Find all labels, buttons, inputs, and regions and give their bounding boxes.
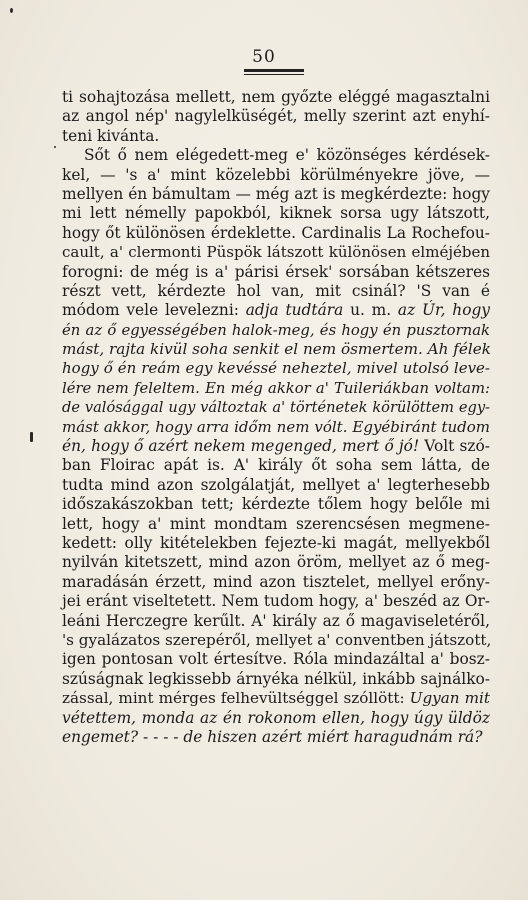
text-line xyxy=(62,224,490,243)
text-line xyxy=(62,340,490,359)
text-line xyxy=(62,127,490,146)
header-rule-thick xyxy=(244,69,304,72)
text-segment: 's gyalázatos szerepéről, mellyet a' conventben játszott, xyxy=(62,630,492,649)
text-segment: maradásán érzett, mind azon tisztelet, mellyel erőny- xyxy=(62,572,490,591)
text-segment: lett, hogy a' mint mondtam szerencsésen megmene- xyxy=(62,514,490,533)
text-segment: forogni: de még is a' párisi érsek' sorsában kétszeres xyxy=(62,262,490,281)
text-segment: hogy őt különösen érdeklette. Cardinalis La Rochefou- xyxy=(62,223,490,242)
italic-text-segment: adja tudtára xyxy=(245,301,344,320)
text-segment: Sőt ő nem elégedett-meg e' közönséges kérdések- xyxy=(84,146,490,165)
italic-text-segment: hogy ő én reám egy kevéssé neheztel, mivel utolsó leve- xyxy=(62,359,490,378)
text-segment: cault, a' clermonti Püspök látszott különösen elméjében xyxy=(62,243,490,262)
text-line xyxy=(62,185,490,204)
text-line xyxy=(62,321,490,340)
margin-ink-spot xyxy=(30,432,33,442)
text-segment: az angol nép' nagylelküségét, melly szerint azt enyhí- xyxy=(62,107,490,126)
text-line xyxy=(62,204,490,223)
italic-text-segment: én, hogy ő azért nekem megenged, mert ő jó! xyxy=(62,437,420,456)
italic-text-segment: Ugyan mit xyxy=(409,689,490,708)
text-segment: igen pontosan volt értesítve. Róla mindazáltal a' bosz- xyxy=(62,650,490,669)
italic-text-segment: de hiszen azért miért haragudnám rá? xyxy=(183,727,483,746)
text-segment: kedett: olly kitételekben fejezte-ki magát, mellyekből xyxy=(62,533,490,552)
text-line xyxy=(62,379,490,398)
text-segment: Volt szó- xyxy=(419,437,490,456)
italic-text-segment: lére nem feleltem. xyxy=(62,379,200,397)
text-line xyxy=(62,301,490,320)
italic-text-segment: mást, rajta kivül soha senkit el nem ösmertem. Ah félek xyxy=(62,340,491,359)
text-line xyxy=(62,553,490,572)
text-line xyxy=(62,263,490,282)
text-line xyxy=(62,534,490,553)
text-segment: kel, — 's a' mint közelebbi körülményekre jöve, — xyxy=(62,165,490,184)
italic-text-segment: mást akkor, hogy arra időm nem vólt. Egyébiránt tudom xyxy=(62,417,490,436)
text-line xyxy=(62,476,490,495)
text-line xyxy=(62,398,490,417)
text-line xyxy=(62,166,490,185)
italic-text-segment: az Úr, hogy xyxy=(397,301,491,320)
text-line xyxy=(62,592,490,611)
text-line xyxy=(62,418,490,437)
italic-text-segment: vétettem, monda az én rokonom ellen, hogy úgy üldöz xyxy=(62,708,490,727)
text-segment: mi lett némelly papokból, kiknek sorsa ugy látszott, xyxy=(62,204,490,223)
text-segment: ban Floirac apát is. A' király őt soha sem látta, de xyxy=(62,456,490,475)
page-number: 50 xyxy=(252,47,276,67)
text-line xyxy=(62,689,490,708)
text-line xyxy=(62,107,490,126)
text-segment: mellyen én bámultam — még azt is megkérdezte: hogy xyxy=(62,184,490,203)
text-line xyxy=(62,437,490,456)
italic-text-segment: engemet? xyxy=(62,727,139,746)
text-line xyxy=(62,359,490,378)
header-rule-thin xyxy=(244,74,304,75)
text-segment: u. m. xyxy=(343,301,398,320)
text-line xyxy=(62,728,490,747)
text-line xyxy=(62,515,490,534)
margin-ink-spot xyxy=(54,146,56,148)
text-line xyxy=(62,495,490,514)
text-line xyxy=(62,282,490,301)
text-line xyxy=(62,243,490,262)
text-line xyxy=(62,573,490,592)
text-segment: jei eránt viseltetett. Nem tudom hogy, a' beszéd az Or- xyxy=(62,592,490,611)
text-segment: zással, mint mérges felhevültséggel szóllött: xyxy=(62,689,410,708)
text-line xyxy=(62,650,490,669)
text-segment: időszakászokban tett; kérdezte tőlem hogy belőle mi xyxy=(62,495,490,514)
text-segment: módom vele levelezni: xyxy=(62,301,246,320)
text-line xyxy=(62,709,490,728)
text-segment: leáni Herczegre kerűlt. A' király az ő magaviseletéről, xyxy=(62,611,490,630)
body-text xyxy=(62,88,490,747)
text-segment: nyilván kitetszett, mind azon öröm, mellyet az ő meg- xyxy=(62,553,490,572)
text-line xyxy=(62,456,490,475)
text-line xyxy=(62,612,490,631)
text-line xyxy=(62,631,490,650)
text-segment: szúságnak legkissebb árnyéka nélkül, inkább sajnálko- xyxy=(62,669,490,688)
text-segment: ti sohajtozása mellett, nem győzte eléggé magasztalni xyxy=(62,88,490,106)
italic-text-segment: En még akkor a' Tuileriákban voltam: xyxy=(205,379,490,397)
text-line xyxy=(62,88,490,107)
text-segment: teni kivánta. xyxy=(62,126,160,145)
italic-text-segment: de valósággal ugy változtak a' történetek körülöttem egy- xyxy=(62,399,490,417)
text-segment: - - - - xyxy=(138,727,184,746)
italic-text-segment: én az ő egyességében halok-meg, és hogy én pusztornak xyxy=(62,321,490,339)
text-segment: részt vett, kérdezte hol van, mit csinál? 'S van é xyxy=(62,281,490,300)
text-line xyxy=(62,670,490,689)
text-line xyxy=(62,146,490,165)
margin-ink-spot xyxy=(10,8,13,13)
text-segment: tudta mind azon szolgálatját, mellyet a' legterhesebb xyxy=(62,475,490,494)
